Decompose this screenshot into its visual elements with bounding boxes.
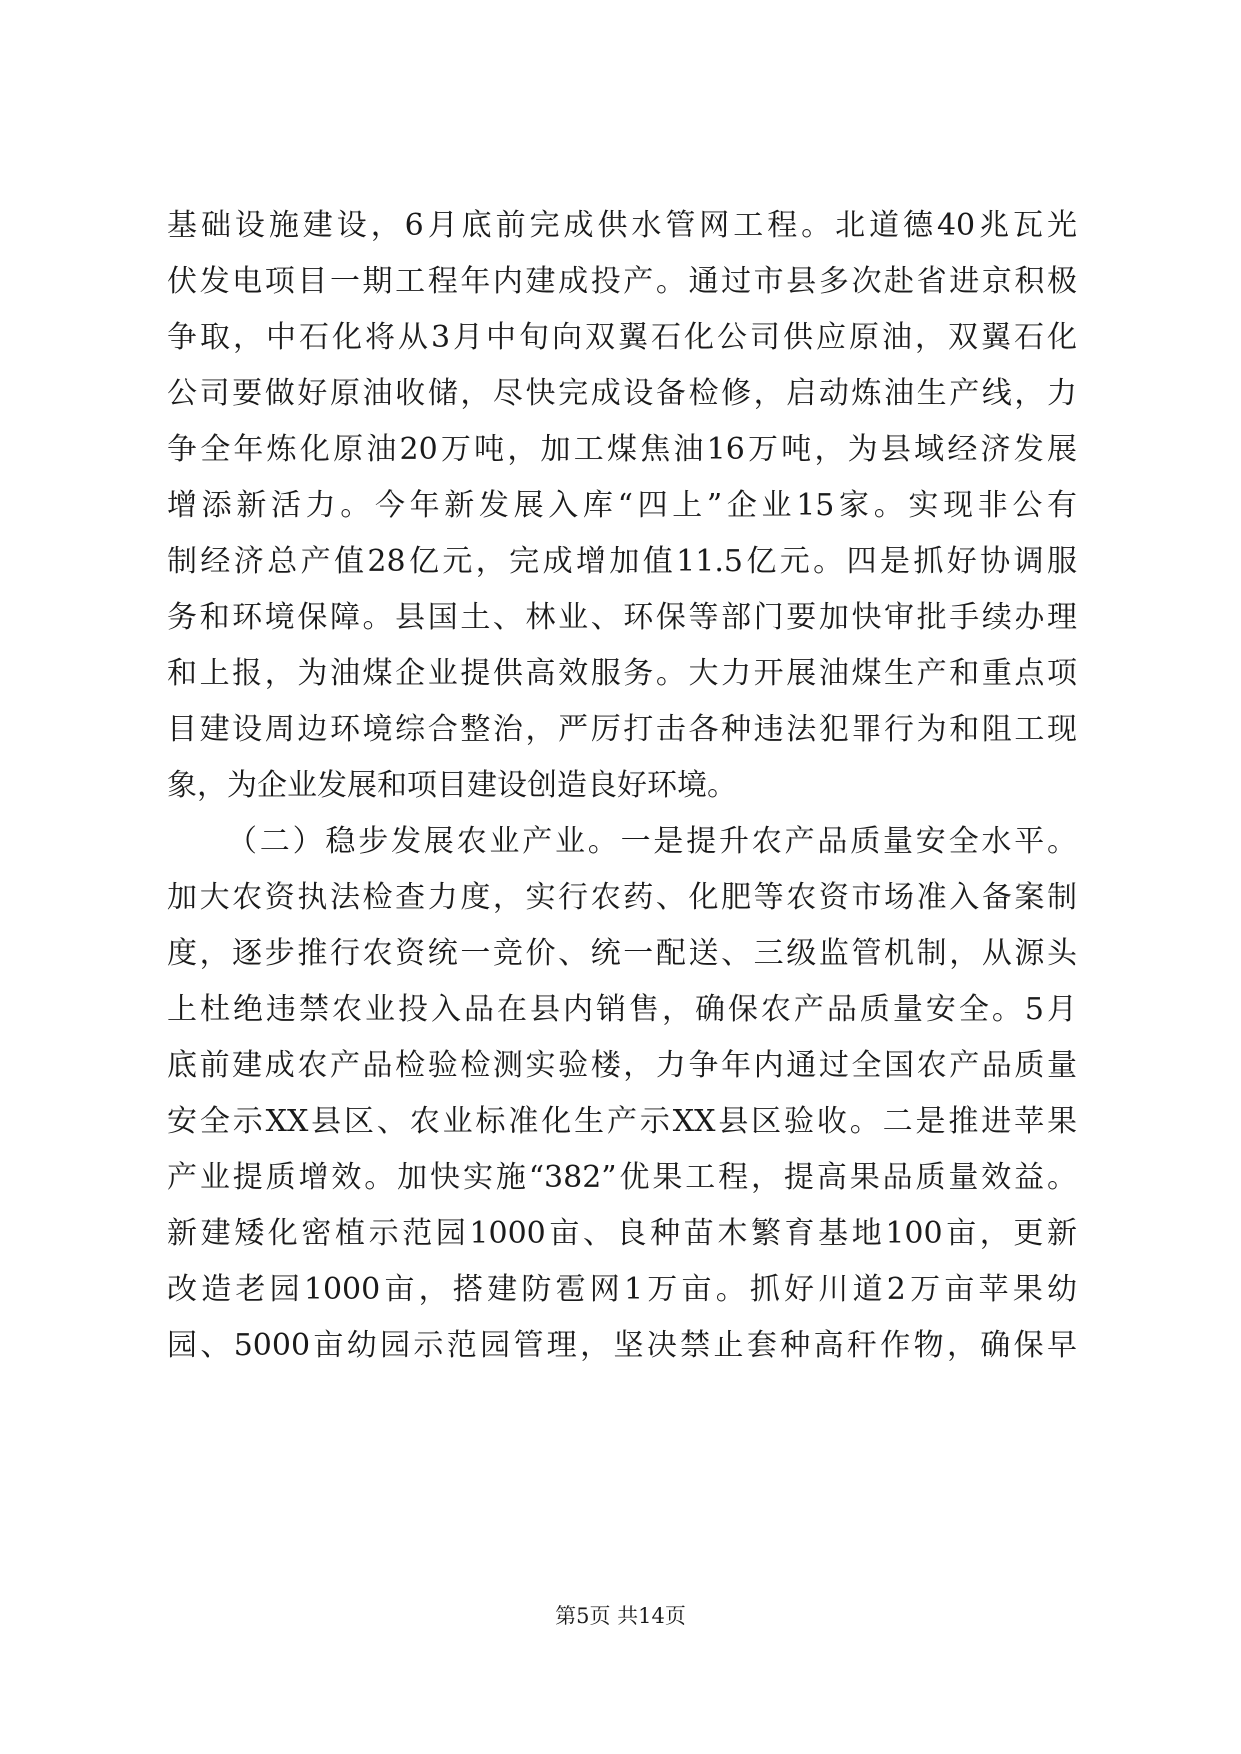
paragraph-line: 争全年炼化原油20万吨，加工煤焦油16万吨，为县域经济发展 <box>167 432 1077 467</box>
paragraph-line: 务和环境保障。县国土、林业、环保等部门要加快审批手续办理 <box>167 600 1077 635</box>
paragraph-line: 改造老园1000亩，搭建防雹网1万亩。抓好川道2万亩苹果幼 <box>167 1272 1077 1307</box>
paragraph-line: 安全示XX县区、农业标准化生产示XX县区验收。二是推进苹果 <box>167 1104 1077 1139</box>
paragraph-line: 新建矮化密植示范园1000亩、良种苗木繁育基地100亩，更新 <box>167 1216 1077 1251</box>
paragraph-line: （二）稳步发展农业产业。一是提升农产品质量安全水平。 <box>227 824 1077 859</box>
paragraph-line: 制经济总产值28亿元，完成增加值11.5亿元。四是抓好协调服 <box>167 544 1077 579</box>
paragraph-line: 和上报，为油煤企业提供高效服务。大力开展油煤生产和重点项 <box>167 656 1077 691</box>
paragraph-line: 象，为企业发展和项目建设创造良好环境。 <box>167 768 737 803</box>
paragraph-line: 度，逐步推行农资统一竞价、统一配送、三级监管机制，从源头 <box>167 936 1077 971</box>
paragraph-line: 目建设周边环境综合整治，严厉打击各种违法犯罪行为和阻工现 <box>167 712 1077 747</box>
paragraph-line: 公司要做好原油收储，尽快完成设备检修，启动炼油生产线，力 <box>167 376 1077 411</box>
paragraph-line: 加大农资执法检查力度，实行农药、化肥等农资市场准入备案制 <box>167 880 1077 915</box>
paragraph-line: 增添新活力。今年新发展入库“四上”企业15家。实现非公有 <box>167 488 1077 523</box>
paragraph-line: 上杜绝违禁农业投入品在县内销售，确保农产品质量安全。5月 <box>167 992 1077 1027</box>
paragraph-line: 基础设施建设，6月底前完成供水管网工程。北道德40兆瓦光 <box>167 208 1077 243</box>
paragraph-line: 园、5000亩幼园示范园管理，坚决禁止套种高秆作物，确保早 <box>167 1328 1077 1363</box>
page-number-footer: 第5页 共14页 <box>555 1604 686 1628</box>
paragraph-line: 底前建成农产品检验检测实验楼，力争年内通过全国农产品质量 <box>167 1048 1077 1083</box>
paragraph-line: 伏发电项目一期工程年内建成投产。通过市县多次赴省进京积极 <box>167 264 1077 299</box>
paragraph-line: 产业提质增效。加快实施“382”优果工程，提高果品质量效益。 <box>167 1160 1077 1195</box>
paragraph-line: 争取，中石化将从3月中旬向双翼石化公司供应原油，双翼石化 <box>167 320 1077 355</box>
